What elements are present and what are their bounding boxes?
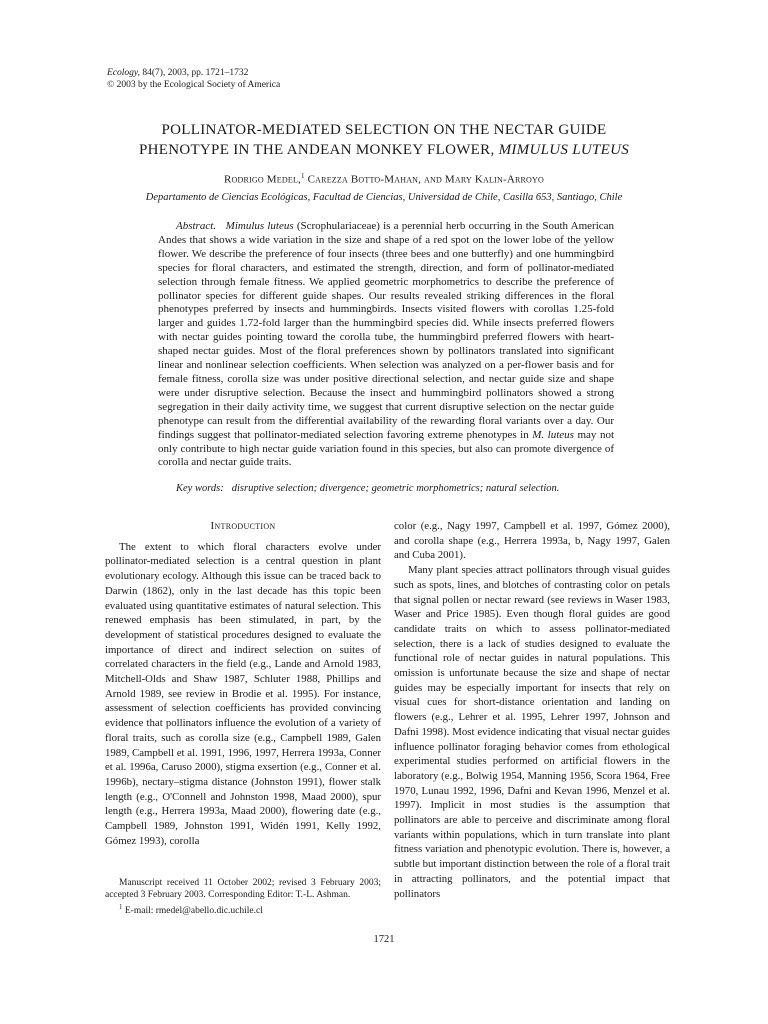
other-authors: Carezza Botto-Mahan, and Mary Kalin-Arroyo [307, 173, 544, 186]
abstract-text-2: may not only contribute to high nectar guide variation found in this species, but also can promote divergence of corolla and nectar guide traits. [158, 428, 615, 469]
abstract [158, 220, 614, 470]
abstract-label: Abstract. [176, 220, 217, 232]
author-1-footnote-mark: 1 [300, 172, 305, 180]
introduction-heading: Introduction [210, 520, 276, 532]
title-species: MIMULUS LUTEUS [498, 142, 630, 158]
affiliation: Departamento de Ciencias Ecológicas, Facultad de Ciencias, Universidad de Chile, Casilla 653, Santiago, Chile [145, 192, 623, 203]
introduction-paragraph-1: The extent to which floral characters evolve under pollinator-mediated selection is a central question in plant evolutionary ecology. Although this issue can be traced back to Darwin (1862), only in the last decade has this topic been evaluated using quantitative estimates of natural selection. This renewed emphasis has been stimulated, in part, by the development of statistical procedures designed to evaluate the importance of direct and indirect selection on suites of correlated characters in the field (e.g., Lande and Arnold 1983, Mitchell-Olds and Shaw 1987, Schluter 1988, Phillips and Arnold 1989, see review in Brodie et al. 1995). For instance, assessment of selection coefficients has provided convincing evidence that pollinators influence the evolution of a variety of floral traits, such as corolla size (e.g., Campbell 1989, Galen 1989, Campbell et al. 1991, 1996, 1997, Herrera 1993a, Conner et al. 1996a, Caruso 2000), stigma exsertion (e.g., Conner et al. 1996b), nectary–stigma distance (Johnston 1991), flower stalk length (e.g., O'Connell and Johnston 1998, Maad 2000), spur length (e.g., Herrera 1993a, Maad 2000), flowering date (e.g., Campbell 1989, Johnston 1991, Widén 1991, Kelly 1992, Gómez 1993), corolla [105, 540, 381, 847]
journal-name: Ecology, [107, 68, 140, 78]
copyright-line: © 2003 by the Ecological Society of America [107, 79, 281, 90]
footnote-mark: 1 [119, 902, 123, 911]
introduction-paragraph-1-continued: color (e.g., Nagy 1997, Campbell et al. 1997, Gómez 2000), and corolla shape (e.g., Herrera 1993a, b, Nagy 1997, Galen and Cuba 2001). [394, 520, 670, 562]
keywords-label: Key words: [176, 483, 224, 494]
right-column [394, 519, 670, 901]
keywords [158, 483, 614, 494]
keywords-text: disruptive selection; divergence; geometric morphometrics; natural selection. [231, 483, 560, 494]
journal-citation: 84(7), 2003, pp. 1721–1732 [142, 68, 249, 78]
introduction-paragraph-2: Many plant species attract pollinators through visual guides such as spots, lines, and blotches of contrasting color on petals that signal pollen or nectar reward (see reviews in Waser 1983, Waser and Price 1985). Even though floral guides are good candidate traits on which to assess pollinator-mediated selection, there is a lack of studies designed to evaluate the functional role of nectar guides in natural populations. This omission is unfortunate because the size and shape of nectar guides may be especially important for insects that rely on visual cues for short-distance orientation and landing on flowers (e.g., Lehrer et al. 1995, Lehrer 1997, Johnson and Dafni 1998). Most evidence indicating that visual nectar guides influence pollinator foraging behavior comes from ethological experimental studies performed on artificial flowers in the laboratory (e.g., Bolwig 1954, Manning 1956, Scora 1964, Free 1970, Lunau 1992, 1996, Dafni and Kevan 1996, Menzel et al. 1997). Implicit in most studies is the assumption that pollinators are able to perceive and discriminate among floral variants within populations, which in turn translate into plant fitness variation and phenotypic evolution. There is, however, a subtle but important distinction between the role of a floral trait in attracting pollinators, and the potential impact that pollinators [394, 564, 670, 900]
abstract-species: Mimulus luteus [225, 220, 294, 232]
author-1: Rodrigo Medel, [224, 173, 301, 186]
title-line-2: PHENOTYPE IN THE ANDEAN MONKEY FLOWER, [138, 142, 495, 158]
page-number: 1721 [373, 934, 395, 945]
email-note: E-mail: rmedel@abello.dic.uchile.cl [124, 905, 263, 916]
article-title [80, 120, 688, 160]
manuscript-note: Manuscript received 11 October 2002; revised 3 February 2003; accepted 3 February 2003. Corresponding Editor: T.-L. Ashman. [105, 878, 381, 900]
abstract-text-1: (Scrophulariaceae) is a perennial herb occurring in the South American Andes that shows a wide variation in the size and shape of a red spot on the lower lobe of the yellow flower. We describe the preference of four insects (three bees and one butterfly) and one hummingbird species for floral characters, and estimated the strength, direction, and form of pollinator-mediated selection through female fitness. We applied geometric morphometrics to describe the preference of pollinator species for different guide shapes. Our results revealed striking differences in the floral phenotypes preferred by insects and hummingbirds. Insects visited flowers with corollas 1.25-fold larger and guides 1.72-fold larger than the hummingbird species did. While insects preferred flowers with nectar guides pointing toward the corolla tube, the hummingbird preferred flowers with heart-shaped nectar guides. Most of the floral preferences shown by pollinators translated into significant linear and nonlinear selection coefficients. When selection was analyzed on a per-flower basis and for female fitness, corolla size was under positive directional selection, and nectar guide size and shape were under disruptive selection. Because the insect and hummingbird pollinators showed a strong segregation in their daily activity time, we suggest that current disruptive selection on the nectar guide phenotype can result from the differential availability of the rewarding floral variants over a day. Our findings suggest that pollinator-mediated selection favoring extreme phenotypes in [158, 220, 615, 441]
journal-header [107, 68, 280, 91]
title-line-1: POLLINATOR-MEDIATED SELECTION ON THE NECTAR GUIDE [161, 122, 607, 138]
abstract-species-2: M. luteus [532, 428, 574, 441]
left-column [105, 519, 381, 848]
footnote [105, 878, 381, 918]
author-list [80, 172, 688, 186]
